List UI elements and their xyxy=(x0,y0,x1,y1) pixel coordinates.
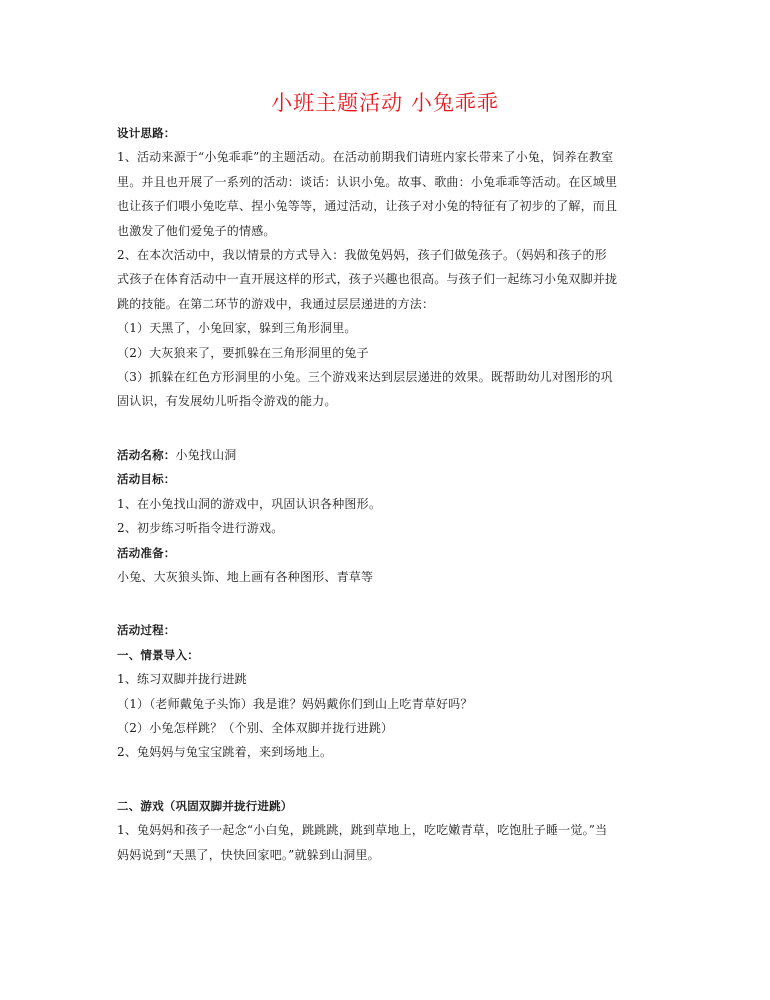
paragraph-line: 2、在本次活动中，我以情景的方式导入：我做兔妈妈，孩子们做兔孩子。（妈妈和孩子的形 xyxy=(117,248,607,263)
process-line: 妈妈说到“天黑了，快快回家吧。”就躲到山洞里。 xyxy=(117,847,380,862)
paragraph-line: 1、活动来源于“小兔乖乖”的主题活动。在活动前期我们请班内家长带来了小兔，饲养在教室 xyxy=(117,150,614,165)
paragraph-line: 也让孩子们喂小兔吃草、捏小兔等等，通过活动，让孩子对小兔的特征有了初步的了解，而且 xyxy=(117,199,618,214)
step-line: （1）天黑了，小兔回家，躲到三角形洞里。 xyxy=(117,321,357,336)
step-line: 固认识，有发展幼儿听指令游戏的能力。 xyxy=(117,394,337,409)
section1-heading: 一、情景导入： xyxy=(117,647,199,662)
paragraph-line: 里。并且也开展了一系列的活动：谈话：认识小兔。故事、歌曲：小兔乖乖等活动。在区域里 xyxy=(117,174,618,189)
process-line: 2、兔妈妈与兔宝宝跳着，来到场地上。 xyxy=(117,745,333,760)
goal-line: 1、在小兔找山洞的游戏中，巩固认识各种图形。 xyxy=(117,496,382,511)
activity-name-label: 活动名称： xyxy=(117,447,176,462)
paragraph-line: 跳的技能。在第二环节的游戏中，我通过层层递进的方法： xyxy=(117,296,435,311)
process-line: （2）小兔怎样跳？（个别、全体双脚并拢行进跳） xyxy=(117,720,394,735)
process-line: 1、练习双脚并拢行进跳 xyxy=(117,672,247,687)
process-heading: 活动过程： xyxy=(117,623,176,638)
step-line: （3）抓躲在红色方形洞里的小兔。三个游戏来达到层层递进的效果。既帮助幼儿对图形的巩 xyxy=(117,370,613,385)
goals-heading: 活动目标： xyxy=(117,472,176,487)
section2-heading: 二、游戏（巩固双脚并拢行进跳） xyxy=(117,798,293,813)
document-body xyxy=(117,121,657,867)
prep-heading: 活动准备： xyxy=(117,545,176,560)
design-heading: 设计思路： xyxy=(117,126,176,140)
goal-line: 2、初步练习听指令进行游戏。 xyxy=(117,521,284,536)
prep-text: 小兔、大灰狼头饰、地上画有各种图形、青草等 xyxy=(117,569,374,584)
document-title: 小班主题活动 小兔乖乖 xyxy=(271,91,499,115)
process-line: （1）（老师戴兔子头饰）我是谁？妈妈戴你们到山上吃青草好吗？ xyxy=(117,696,473,711)
activity-name-value: 小兔找山洞 xyxy=(175,447,237,462)
paragraph-line: 也激发了他们爱兔子的情感。 xyxy=(117,223,276,238)
step-line: （2）大灰狼来了，要抓躲在三角形洞里的兔子 xyxy=(117,345,369,360)
process-line: 1、兔妈妈和孩子一起念“小白兔，跳跳跳，跳到草地上，吃吃嫩青草，吃饱肚子睡一觉。”当 xyxy=(117,823,608,838)
activity-name xyxy=(117,443,657,467)
paragraph-line: 式孩子在体育活动中一直开展这样的形式，孩子兴趣也很高。与孩子们一起练习小兔双脚并拢 xyxy=(117,272,618,287)
